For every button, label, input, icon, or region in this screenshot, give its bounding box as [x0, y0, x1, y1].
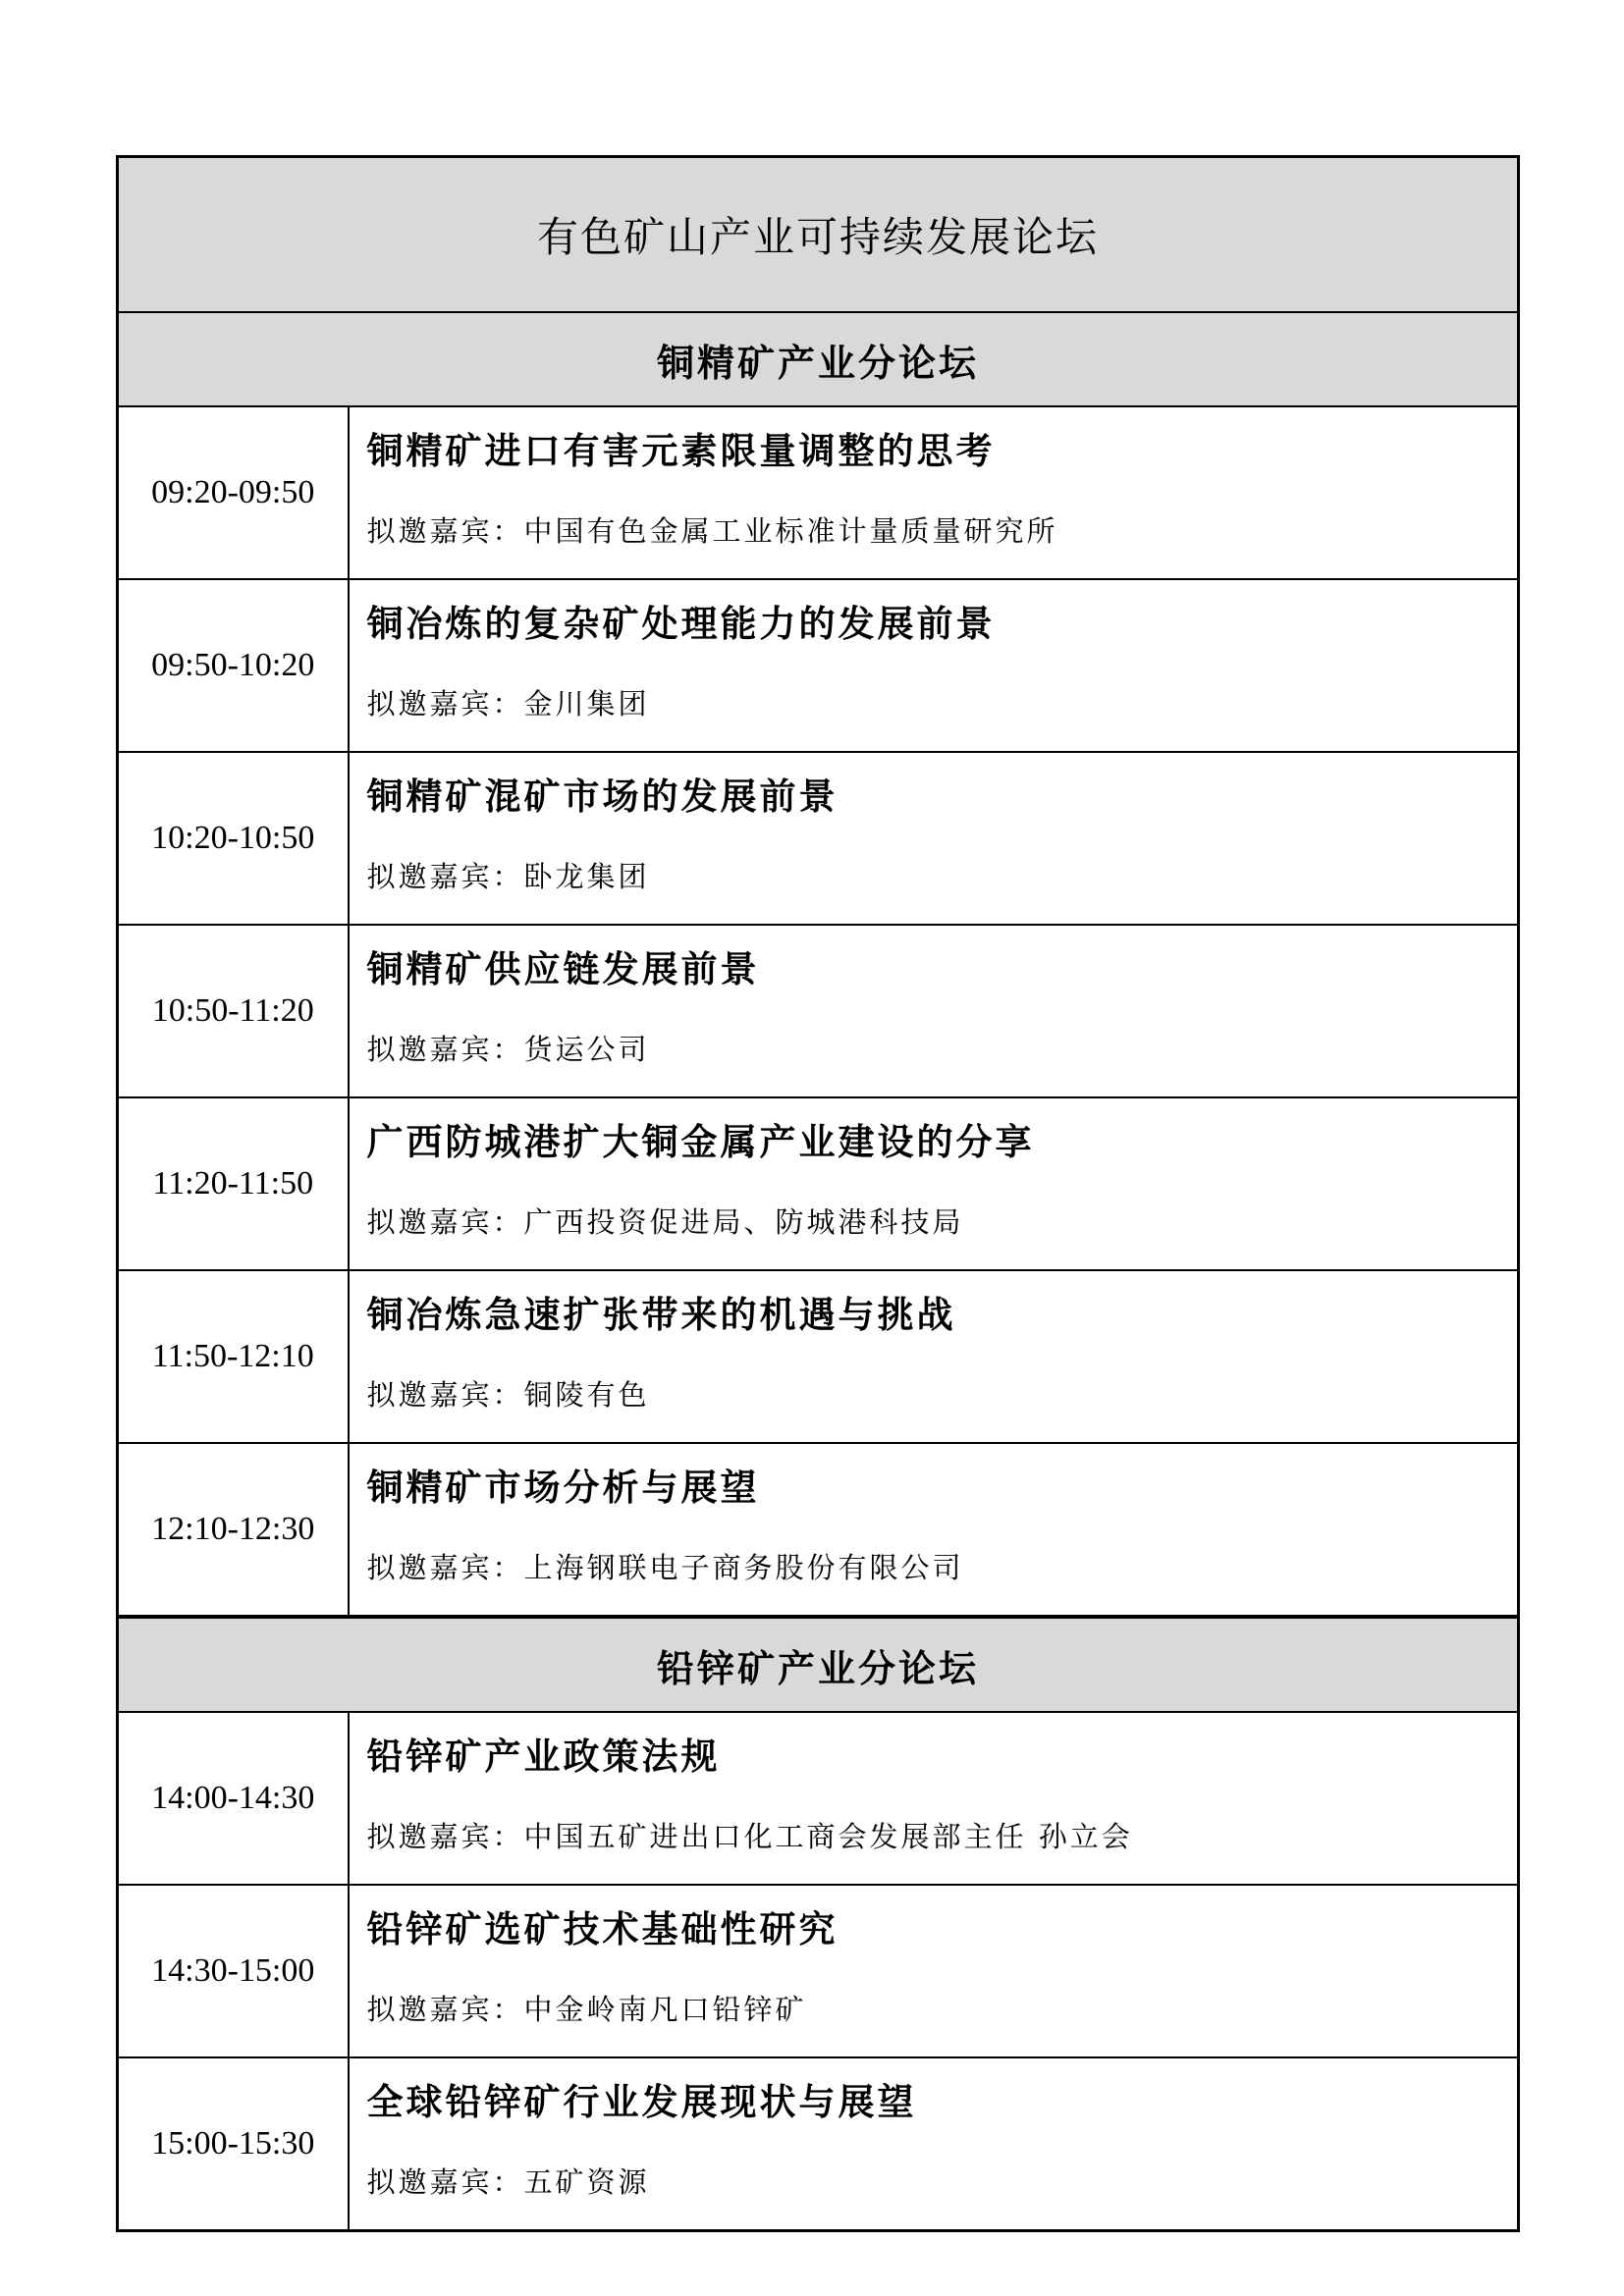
session-time: 14:00-14:30 [118, 1712, 349, 1885]
session-time: 09:50-10:20 [118, 579, 349, 752]
guest-prefix: 拟邀嘉宾： [366, 514, 524, 548]
session-guest [367, 684, 1518, 723]
session-topic: 铜冶炼急速扩张带来的机遇与挑战 [366, 1293, 956, 1336]
guest-prefix: 拟邀嘉宾： [366, 860, 524, 893]
session-time: 09:20-09:50 [118, 406, 349, 579]
session-row [118, 752, 1519, 925]
session-row [118, 406, 1519, 579]
main-title-row [118, 157, 1519, 313]
section-title: 铅锌矿产业分论坛 [118, 1617, 1519, 1712]
guest-name: 中国有色金属工业标准计量质量研究所 [523, 514, 1058, 548]
guest-name: 铜陵有色 [523, 1378, 650, 1412]
session-row [118, 579, 1519, 752]
session-guest [367, 1202, 1518, 1242]
session-details [349, 1712, 1519, 1885]
session-guest [367, 1817, 1518, 1856]
session-row [118, 2057, 1519, 2231]
guest-prefix: 拟邀嘉宾： [366, 1378, 524, 1412]
guest-name: 上海钢联电子商务股份有限公司 [523, 1551, 964, 1584]
session-guest [367, 857, 1518, 896]
session-row [118, 1443, 1519, 1617]
session-time: 11:50-12:10 [118, 1270, 349, 1443]
guest-prefix: 拟邀嘉宾： [366, 1033, 524, 1066]
schedule-body [118, 157, 1519, 2231]
session-row [118, 925, 1519, 1097]
session-time: 15:00-15:30 [118, 2057, 349, 2231]
guest-prefix: 拟邀嘉宾： [366, 1551, 524, 1584]
session-topic: 铜精矿进口有害元素限量调整的思考 [366, 429, 996, 472]
section-title: 铜精矿产业分论坛 [118, 312, 1519, 406]
session-topic: 铅锌矿产业政策法规 [366, 1735, 721, 1778]
session-topic: 铜精矿混矿市场的发展前景 [366, 774, 839, 818]
session-topic: 铜精矿市场分析与展望 [366, 1466, 760, 1509]
guest-prefix: 拟邀嘉宾： [366, 1205, 524, 1239]
session-details [349, 1443, 1519, 1617]
session-details [349, 406, 1519, 579]
session-details [349, 1270, 1519, 1443]
session-time: 12:10-12:30 [118, 1443, 349, 1617]
section-row [118, 1617, 1519, 1712]
session-guest [367, 511, 1518, 551]
session-details [349, 579, 1519, 752]
guest-prefix: 拟邀嘉宾： [366, 2165, 524, 2199]
session-row [118, 1097, 1519, 1270]
session-guest [367, 1548, 1518, 1587]
session-topic: 铜冶炼的复杂矿处理能力的发展前景 [366, 602, 996, 645]
forum-schedule-table [116, 155, 1520, 2232]
session-row [118, 1270, 1519, 1443]
guest-name: 卧龙集团 [523, 860, 650, 893]
session-details [349, 1885, 1519, 2057]
guest-name: 金川集团 [523, 687, 650, 721]
session-guest [367, 2163, 1518, 2202]
session-time: 10:50-11:20 [118, 925, 349, 1097]
session-topic: 铜精矿供应链发展前景 [366, 947, 760, 990]
guest-prefix: 拟邀嘉宾： [366, 1820, 524, 1853]
session-topic: 全球铅锌矿行业发展现状与展望 [366, 2080, 917, 2123]
session-topic: 广西防城港扩大铜金属产业建设的分享 [366, 1120, 1035, 1163]
section-row [118, 312, 1519, 406]
guest-name: 货运公司 [523, 1033, 650, 1066]
session-topic: 铅锌矿选矿技术基础性研究 [366, 1907, 839, 1950]
session-time: 14:30-15:00 [118, 1885, 349, 2057]
session-details [349, 2057, 1519, 2231]
session-time: 11:20-11:50 [118, 1097, 349, 1270]
session-details [349, 925, 1519, 1097]
guest-name: 五矿资源 [523, 2165, 650, 2199]
session-time: 10:20-10:50 [118, 752, 349, 925]
guest-name: 中金岭南凡口铅锌矿 [523, 1993, 807, 2026]
guest-name: 广西投资促进局、防城港科技局 [523, 1205, 964, 1239]
session-guest [367, 1990, 1518, 2029]
session-row [118, 1712, 1519, 1885]
session-details [349, 752, 1519, 925]
session-details [349, 1097, 1519, 1270]
guest-prefix: 拟邀嘉宾： [366, 1993, 524, 2026]
guest-name: 中国五矿进出口化工商会发展部主任 孙立会 [523, 1820, 1133, 1853]
session-guest [367, 1375, 1518, 1415]
guest-prefix: 拟邀嘉宾： [366, 687, 524, 721]
forum-title: 有色矿山产业可持续发展论坛 [118, 157, 1519, 313]
session-row [118, 1885, 1519, 2057]
session-guest [367, 1030, 1518, 1069]
